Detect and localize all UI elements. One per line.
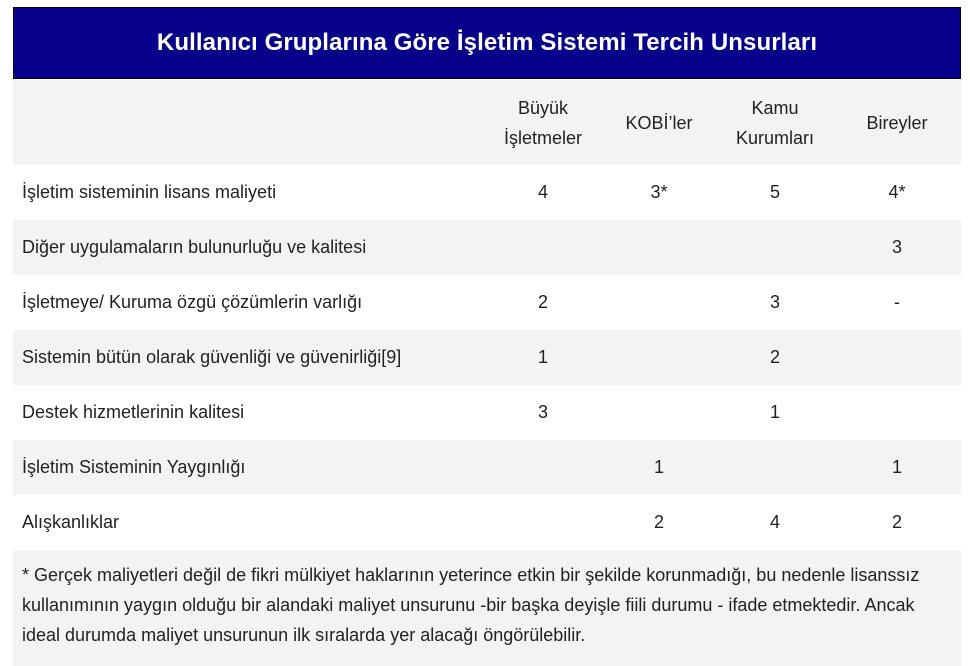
cell-large-enterprises: 4 <box>537 182 548 202</box>
preference-table <box>13 80 961 550</box>
header-row <box>13 80 961 165</box>
header-cell-smes: KOBİ’ler <box>625 112 693 133</box>
cell-public-institutions: 5 <box>769 182 780 202</box>
cell-smes <box>601 385 717 440</box>
cell-public-institutions <box>717 440 833 495</box>
table-row <box>13 440 961 495</box>
cell-individuals: 2 <box>891 512 902 532</box>
cell-large-enterprises <box>485 440 601 495</box>
row-label: Diğer uygulamaların bulunurluğu ve kalitesi <box>22 237 367 257</box>
row-label: İşletim sisteminin lisans maliyeti <box>22 182 277 202</box>
table-row <box>13 385 961 440</box>
cell-public-institutions: 3 <box>769 292 780 312</box>
table-row <box>13 330 961 385</box>
table-row <box>13 220 961 275</box>
cell-large-enterprises: 3 <box>537 402 548 422</box>
header-cell-empty <box>13 80 485 165</box>
row-label: Destek hizmetlerinin kalitesi <box>22 402 245 422</box>
table-title-bar <box>13 7 961 79</box>
row-label: İşletim Sisteminin Yaygınlığı <box>22 457 246 477</box>
cell-large-enterprises: 2 <box>537 292 548 312</box>
footnote: * Gerçek maliyetleri değil de fikri mülkiyet haklarının yeterince etkin bir şekilde korunmadığı, bu nedenle lisanssız kullanımının yaygın olduğu bir alandaki maliyet unsurunu -bir başka deyişle fiili durumu - ifade etmektedir. Ancak ideal durumda maliyet unsurunun ilk sıralarda yer alacağı öngörülebilir. <box>13 550 961 666</box>
row-label: Sistemin bütün olarak güvenliği ve güvenirliği[9] <box>22 347 402 367</box>
table-title: Kullanıcı Gruplarına Göre İşletim Sistemi Tercih Unsurları <box>156 29 818 56</box>
cell-smes <box>601 330 717 385</box>
cell-individuals <box>833 385 961 440</box>
header-cell-public-institutions: Kamu Kurumları <box>735 97 815 148</box>
cell-individuals: 1 <box>891 457 902 477</box>
cell-public-institutions: 2 <box>769 347 780 367</box>
cell-large-enterprises <box>485 495 601 550</box>
table-row <box>13 165 961 220</box>
cell-smes <box>601 220 717 275</box>
cell-smes: 1 <box>653 457 664 477</box>
cell-public-institutions: 4 <box>769 512 780 532</box>
table-row <box>13 275 961 330</box>
cell-individuals <box>833 330 961 385</box>
cell-smes: 3* <box>650 182 668 202</box>
cell-smes: 2 <box>653 512 664 532</box>
cell-individuals: 3 <box>891 237 902 257</box>
header-cell-large-enterprises: Büyük İşletmeler <box>503 97 583 148</box>
row-label: İşletmeye/ Kuruma özgü çözümlerin varlığı <box>22 292 363 312</box>
cell-public-institutions <box>717 220 833 275</box>
cell-smes <box>601 275 717 330</box>
cell-individuals: - <box>894 292 900 312</box>
cell-public-institutions: 1 <box>769 402 780 422</box>
cell-large-enterprises <box>485 220 601 275</box>
cell-large-enterprises: 1 <box>537 347 548 367</box>
row-label: Alışkanlıklar <box>22 512 120 532</box>
table-row <box>13 495 961 550</box>
header-cell-individuals: Bireyler <box>866 112 928 133</box>
cell-individuals: 4* <box>888 182 906 202</box>
